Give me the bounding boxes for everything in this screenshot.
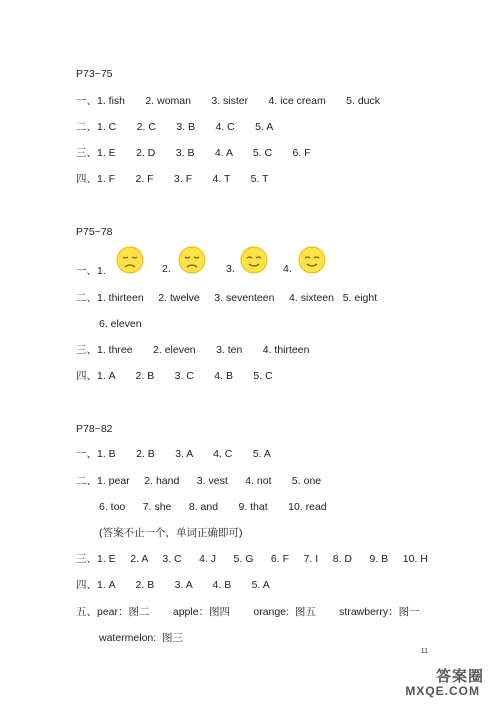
smiling-face-icon [298,246,326,274]
face-answer-row [76,246,376,280]
section-heading: P73~75 [76,68,113,80]
face-label: 4. [283,263,292,275]
answer-line: 6. eleven [99,318,142,330]
section-heading: P75~78 [76,226,113,238]
answer-line: 一、1. fish 2. woman 3. sister 4. ice cream 5. duck [76,95,381,107]
answer-line: 五、pear：图二 apple：图四 orange: 图五 strawberry：图一 [76,606,420,618]
sad-face-icon [178,246,206,274]
answer-line: 三、1. three 2. eleven 3. ten 4. thirteen [76,344,310,356]
watermark-url: MXQE.COM [405,684,480,698]
answer-line: watermelon: 图三 [99,632,184,644]
section-heading: P78~82 [76,423,113,435]
watermark-logo [402,665,490,701]
answer-line: 二、1. pear 2. hand 3. vest 4. not 5. one [76,475,322,487]
answer-line: 三、1. E 2. D 3. B 4. A 5. C 6. F [76,147,311,159]
face-label: 一、1. [76,265,106,277]
answer-line: 三、1. E 2. A 3. C 4. J 5. G 6. F 7. I 8. D 9. B 10. H [76,553,428,565]
answer-line: 一、1. B 2. B 3. A 4. C 5. A [76,448,271,460]
answer-line: 四、1. A 2. B 3. C 4. B 5. C [76,370,273,382]
face-label: 3. [226,263,235,275]
answer-line: 二、1. C 2. C 3. B 4. C 5. A [76,121,274,133]
page-number: 11 [420,648,428,655]
answer-line: 二、1. thirteen 2. twelve 3. seventeen 4. sixteen 5. eight [76,292,378,304]
answer-note: (答案不止一个，单词正确即可) [99,527,243,539]
answer-line: 6. too 7. she 8. and 9. that 10. read [99,501,327,513]
smiling-face-icon [240,246,268,274]
sad-face-icon [116,246,144,274]
watermark-text: 答案圈 [435,668,484,685]
face-label: 2. [162,263,171,275]
answer-line: 四、1. F 2. F 3. F 4. T 5. T [76,173,269,185]
answer-line: 四、1. A 2. B 3. A 4. B 5. A [76,579,270,591]
